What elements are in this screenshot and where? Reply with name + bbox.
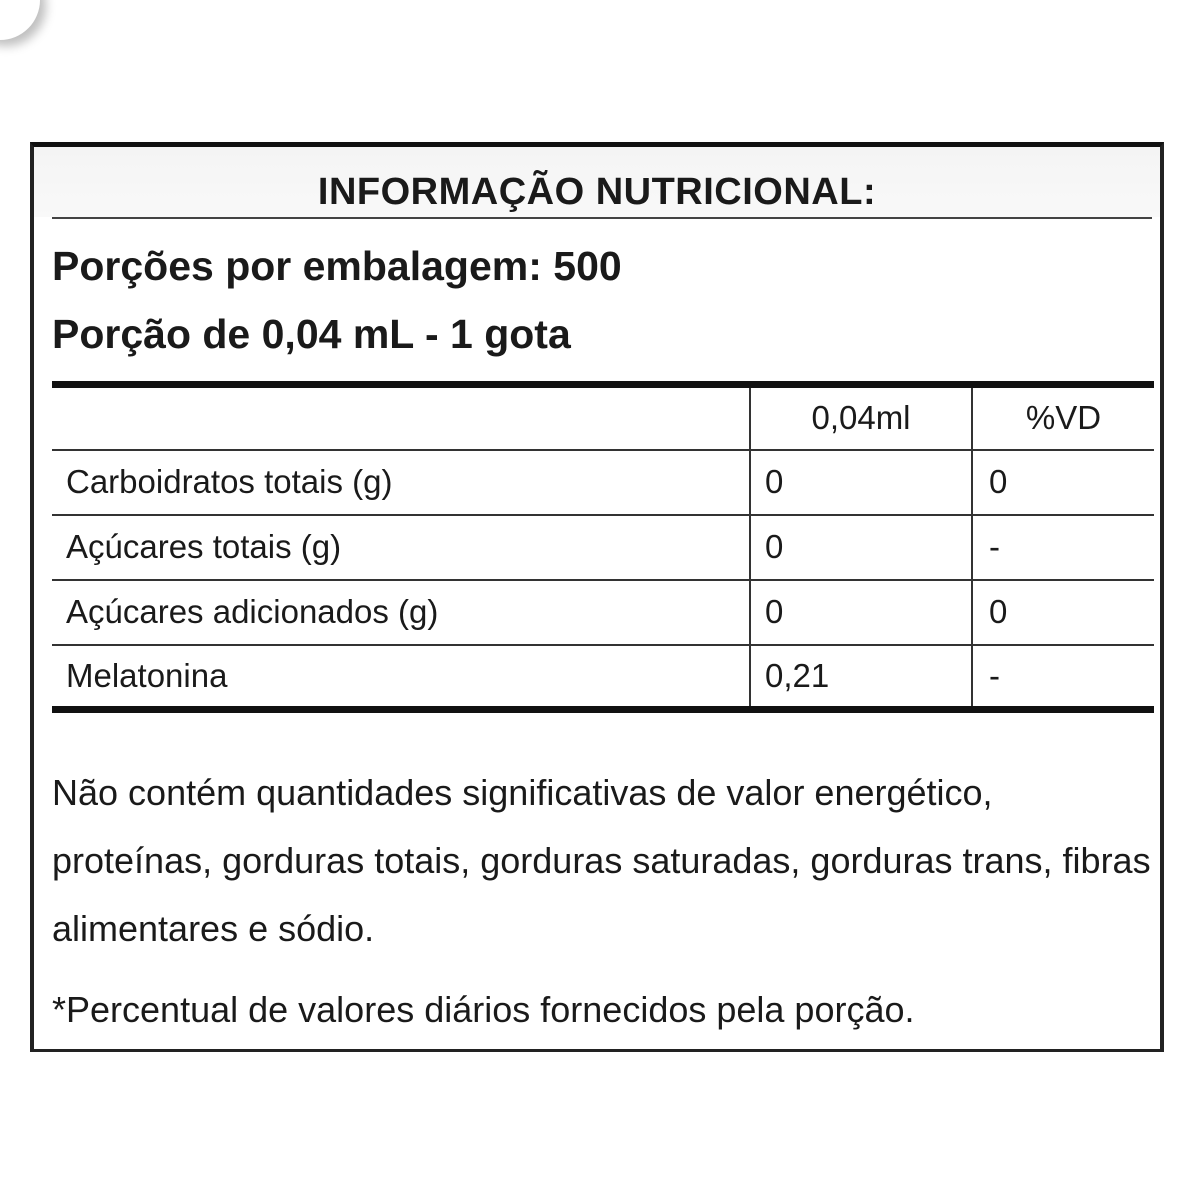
nutrition-label [30,142,1164,1052]
nutrient-amount: 0,21 [750,645,972,710]
table-row [52,450,1154,515]
header-daily-value: %VD [972,385,1154,450]
nutrient-amount: 0 [750,450,972,515]
header-nutrient [52,385,750,450]
nutrient-amount: 0 [750,515,972,580]
nutrient-name: Carboidratos totais (g) [52,450,750,515]
daily-value-footnote: *Percentual de valores diários fornecidos pela porção. [52,989,915,1030]
nutrient-daily-value: - [972,645,1154,710]
servings-per-package: Porções por embalagem: 500 [52,243,622,289]
label-header [34,147,1160,217]
nutrition-table [52,381,1154,713]
table-row [52,515,1154,580]
not-significant-note: Não contém quantidades significativas de valor energético, proteínas, gorduras totais, gorduras saturadas, gorduras trans, fibras alimentares e sódio. [52,772,1151,949]
portion-size: Porção de 0,04 mL - 1 gota [52,311,571,357]
nutrient-name: Melatonina [66,656,228,694]
table-row [52,645,1154,710]
header-amount: 0,04ml [750,385,972,450]
label-title: INFORMAÇÃO NUTRICIONAL: [317,171,877,213]
table-header-row [52,385,1154,450]
nutrient-daily-value: 0 [972,580,1154,645]
nutrient-amount: 0 [750,580,972,645]
table-row [52,580,1154,645]
nutrient-daily-value: 0 [972,450,1154,515]
title-divider [52,217,1152,219]
nutrient-daily-value: - [972,515,1154,580]
nutrient-name: Açúcares totais (g) [52,515,750,580]
nutrient-name: Açúcares adicionados (g) [52,580,750,645]
page-corner-curl [0,0,40,40]
